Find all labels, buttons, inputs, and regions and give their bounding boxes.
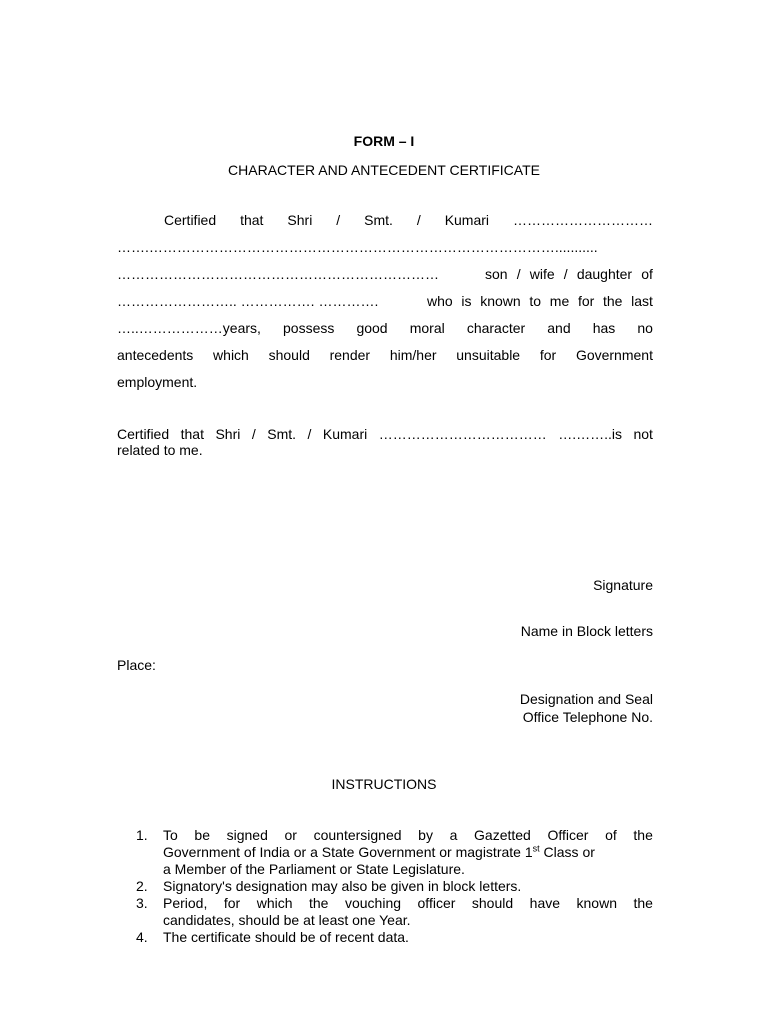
instructions-list: [136, 827, 653, 946]
block-letters-name-label: Name in Block letters: [520, 623, 653, 639]
word: Kumari: [322, 426, 368, 442]
para1-line-4: [117, 288, 653, 315]
word: have: [529, 895, 561, 911]
word: for: [539, 347, 557, 363]
word: signed: [226, 827, 268, 843]
word: unsuitable: [456, 347, 521, 363]
word: moral: [409, 320, 445, 336]
word: Kumari: [444, 212, 490, 228]
word: the: [633, 827, 653, 843]
signature-label: Signature: [593, 577, 653, 593]
certificate-paragraph-1: [117, 207, 653, 396]
para1-line-5: [117, 315, 653, 342]
word: that: [240, 212, 264, 228]
word: should: [471, 895, 514, 911]
instruction-item: [136, 878, 653, 895]
word: which: [256, 895, 293, 911]
word: antecedents: [117, 347, 194, 363]
word: known: [480, 293, 521, 309]
word: by: [418, 827, 433, 843]
instruction-number: 4.: [136, 929, 148, 945]
word: render: [329, 347, 371, 363]
word: who: [427, 293, 453, 309]
word: him/her: [389, 347, 437, 363]
instruction-1-line-2: [163, 844, 653, 861]
word: is: [461, 293, 472, 309]
instruction-item: [136, 929, 653, 946]
word: for: [223, 895, 241, 911]
word: a: [449, 827, 458, 843]
word: the: [309, 895, 329, 911]
word: officer: [417, 895, 456, 911]
word: be: [194, 827, 210, 843]
word: the: [602, 293, 623, 309]
instruction-1-text-a: Government of India or a State Government or magistrate 1: [163, 844, 533, 860]
instruction-1-line-1: [163, 827, 653, 844]
word: /: [336, 212, 341, 228]
word: to: [529, 293, 542, 309]
word: should: [268, 347, 310, 363]
instruction-3-line-1: [163, 895, 653, 912]
word: /: [251, 426, 256, 442]
word: ….……..is: [558, 426, 622, 442]
word: Smt.: [364, 212, 393, 228]
word: Smt.: [267, 426, 297, 442]
word: and: [547, 320, 571, 336]
word: which: [213, 347, 249, 363]
word: /: [307, 426, 312, 442]
para1-line-6: [117, 342, 653, 369]
word: of: [641, 266, 653, 282]
word: character: [466, 320, 526, 336]
word: of: [605, 827, 617, 843]
instruction-4-line-1: The certificate should be of recent data.: [163, 929, 409, 945]
word: /: [516, 266, 521, 282]
word: /: [416, 212, 421, 228]
word: son: [485, 266, 508, 282]
para1-line-7: employment.: [117, 374, 198, 390]
para2-line-1: [117, 426, 653, 442]
instruction-number: 2.: [136, 878, 148, 894]
word: good: [356, 320, 388, 336]
known-text: [427, 288, 653, 315]
relation-text: [485, 261, 653, 288]
word: known: [576, 895, 617, 911]
instructions-heading: INSTRUCTIONS: [331, 776, 437, 792]
word: last: [631, 293, 653, 309]
instruction-1-line-3: a Member of the Parliament or State Legislature.: [163, 861, 465, 877]
word: daughter: [576, 266, 633, 282]
word: me: [549, 293, 570, 309]
word: for: [577, 293, 595, 309]
word: has: [592, 320, 616, 336]
name-blank: ……………………………………………………………: [117, 266, 439, 282]
form-title: FORM – I: [353, 133, 415, 149]
word: that: [180, 426, 204, 442]
instruction-1-text-b: Class or: [539, 844, 595, 860]
word: no: [637, 320, 653, 336]
instruction-item: [136, 827, 653, 878]
word: vouching: [344, 895, 402, 911]
word: Certified: [164, 212, 217, 228]
para1-line-1: [117, 207, 653, 234]
para1-line-2: …….……………………………………………………………………………...........: [117, 239, 598, 255]
para2-line-2: related to me.: [117, 442, 203, 458]
word: Period,: [163, 895, 208, 911]
word: the: [633, 895, 653, 911]
word: …………………………: [513, 212, 653, 228]
certificate-title: CHARACTER AND ANTECEDENT CERTIFICATE: [228, 162, 540, 178]
office-telephone-label: Office Telephone No.: [522, 709, 653, 725]
certificate-paragraph-2: [117, 426, 653, 458]
word: Gazetted: [474, 827, 531, 843]
instruction-3-line-2: candidates, should be at least one Year.: [163, 912, 411, 928]
word: To: [163, 827, 178, 843]
instruction-number: 3.: [136, 895, 148, 911]
word: Officer: [547, 827, 589, 843]
word: Shri: [287, 212, 313, 228]
word: /: [563, 266, 568, 282]
ordinal-suffix: st: [532, 843, 540, 854]
word: Certified: [117, 426, 170, 442]
word: Government: [575, 347, 653, 363]
place-label: Place:: [117, 657, 156, 673]
instruction-number: 1.: [136, 827, 148, 843]
word: countersigned: [313, 827, 402, 843]
word: possess: [283, 320, 335, 336]
parent-blank: …………………….. ……………. ………….: [117, 293, 379, 309]
para1-line-3: [117, 261, 653, 288]
word: not: [633, 426, 653, 442]
word: Shri: [215, 426, 241, 442]
word: or: [284, 827, 297, 843]
designation-seal-label: Designation and Seal: [519, 691, 653, 707]
instruction-item: [136, 895, 653, 929]
word: …..………………years,: [117, 320, 261, 336]
word: wife: [529, 266, 555, 282]
instruction-2-line-1: Signatory's designation may also be given in block letters.: [163, 878, 522, 894]
word: ………………………………: [378, 426, 547, 442]
